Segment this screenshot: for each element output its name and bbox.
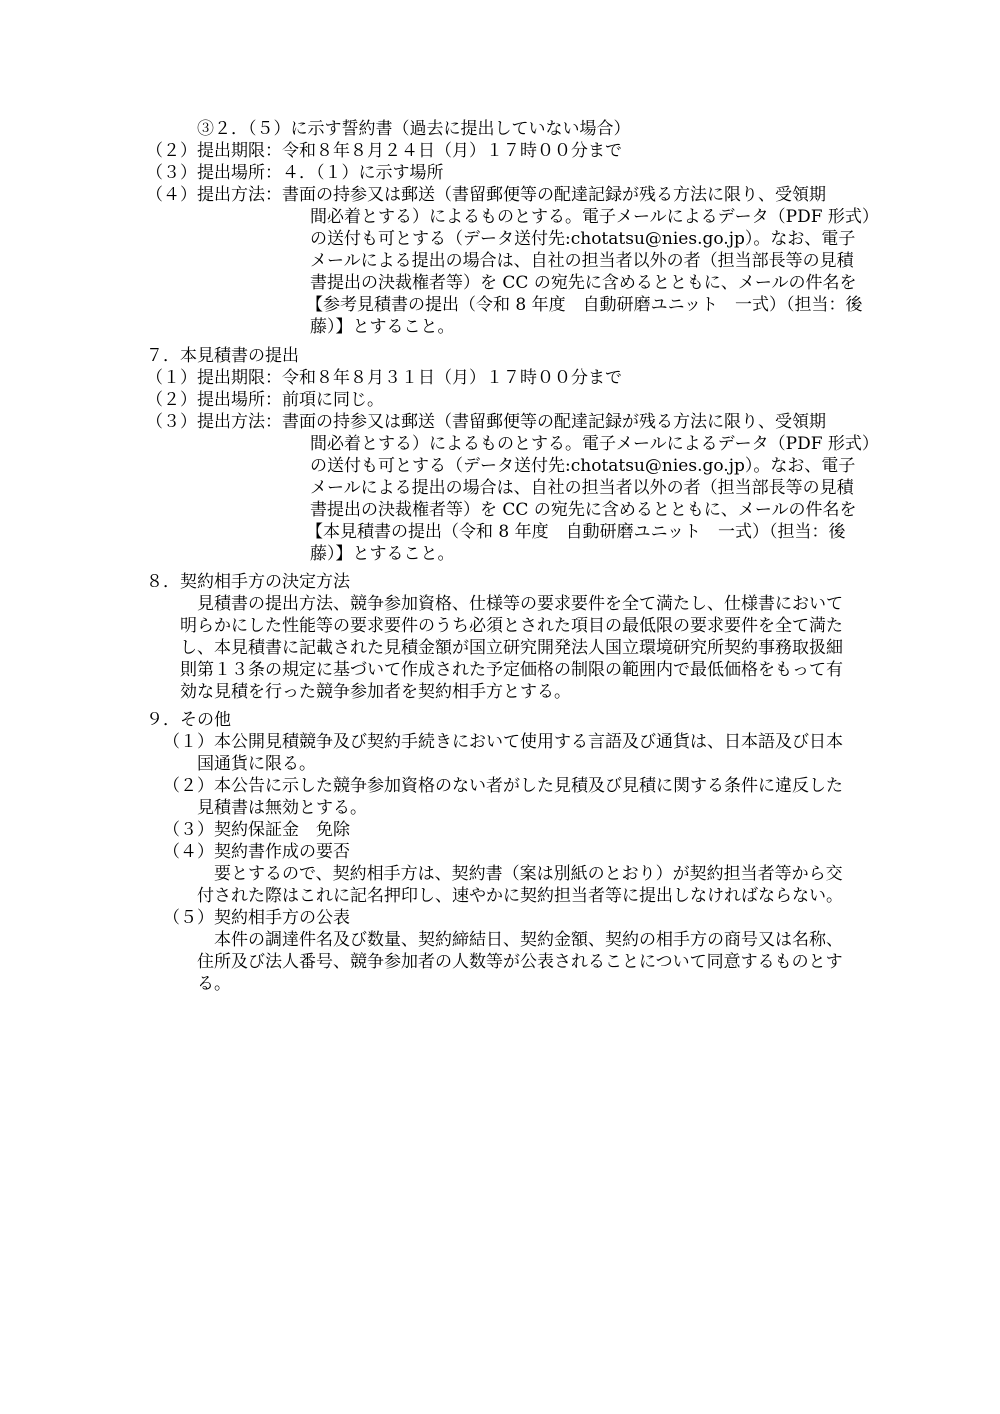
section-7-heading: ７．本見積書の提出 [146, 346, 299, 366]
final-estimate-place: （２）提出場所：前項に同じ。 [146, 390, 384, 410]
other-item-4-title: （４）契約書作成の要否 [163, 842, 350, 862]
reference-estimate-method-line: メールによる提出の場合は、自社の担当者以外の者（担当部長等の見積 [310, 251, 854, 271]
section-8-heading: ８．契約相手方の決定方法 [146, 572, 350, 592]
reference-estimate-method-line: 書提出の決裁権者等）を CC の宛先に含めるとともに、メールの件名を [310, 273, 857, 293]
decision-method-line: 則第１３条の規定に基づいて作成された予定価格の制限の範囲内で最低価格をもって有 [180, 660, 843, 680]
reference-estimate-method-line: （４）提出方法：書面の持参又は郵送（書留郵便等の配達記録が残る方法に限り、受領期 [146, 185, 826, 205]
decision-method-line: 効な見積を行った競争参加者を契約相手方とする。 [180, 682, 571, 702]
other-item-5-body: る。 [197, 974, 231, 994]
decision-method-line: し、本見積書に記載された見積金額が国立研究開発法人国立環境研究所契約事務取扱細 [180, 638, 843, 658]
other-item-4-body: 付された際はこれに記名押印し、速やかに契約担当者等に提出しなければならない。 [197, 886, 843, 906]
submission-doc-item-3: ③２．（５）に示す誓約書（過去に提出していない場合） [197, 119, 631, 139]
decision-method-line: 見積書の提出方法、競争参加資格、仕様等の要求要件を全て満たし、仕様書において [197, 594, 843, 614]
other-item-4-body: 要とするので、契約相手方は、契約書（案は別紙のとおり）が契約担当者等から交 [214, 864, 843, 884]
decision-method-line: 明らかにした性能等の要求要件のうち必須とされた項目の最低限の要求要件を全て満た [180, 616, 843, 636]
final-estimate-method-line: 書提出の決裁権者等）を CC の宛先に含めるとともに、メールの件名を [310, 500, 857, 520]
other-item-2: （２）本公告に示した競争参加資格のない者がした見積及び見積に関する条件に違反した [163, 776, 843, 796]
reference-estimate-deadline: （２）提出期限：令和８年８月２４日（月）１７時００分まで [146, 141, 622, 161]
other-item-5-title: （５）契約相手方の公表 [163, 908, 350, 928]
other-item-2-cont: 見積書は無効とする。 [197, 798, 367, 818]
section-9-heading: ９．その他 [146, 710, 231, 730]
final-estimate-method-line: 【本見積書の提出（令和 8 年度 自動研磨ユニット 一式）（担当：後 [306, 522, 846, 542]
reference-estimate-method-line: の送付も可とする（データ送付先:chotatsu@nies.go.jp）。なお、電子 [310, 229, 856, 249]
other-item-1: （１）本公開見積競争及び契約手続きにおいて使用する言語及び通貨は、日本語及び日本 [163, 732, 843, 752]
reference-estimate-method-line: 藤）】とすること。 [310, 317, 455, 337]
reference-estimate-method-line: 間必着とする）によるものとする。電子メールによるデータ（PDF 形式） [310, 207, 879, 227]
final-estimate-method-line: メールによる提出の場合は、自社の担当者以外の者（担当部長等の見積 [310, 478, 854, 498]
other-item-5-body: 本件の調達件名及び数量、契約締結日、契約金額、契約の相手方の商号又は名称、 [214, 930, 843, 950]
final-estimate-deadline: （１）提出期限：令和８年８月３１日（月）１７時００分まで [146, 368, 622, 388]
other-item-3: （３）契約保証金 免除 [163, 820, 350, 840]
final-estimate-method-line: 間必着とする）によるものとする。電子メールによるデータ（PDF 形式） [310, 434, 879, 454]
other-item-5-body: 住所及び法人番号、競争参加者の人数等が公表されることについて同意するものとす [197, 952, 843, 972]
reference-estimate-place: （３）提出場所：４．（１）に示す場所 [146, 163, 444, 183]
final-estimate-method-line: （３）提出方法：書面の持参又は郵送（書留郵便等の配達記録が残る方法に限り、受領期 [146, 412, 826, 432]
final-estimate-method-line: の送付も可とする（データ送付先:chotatsu@nies.go.jp）。なお、電子 [310, 456, 856, 476]
other-item-1-cont: 国通貨に限る。 [197, 754, 316, 774]
reference-estimate-method-line: 【参考見積書の提出（令和 8 年度 自動研磨ユニット 一式）（担当：後 [306, 295, 863, 315]
final-estimate-method-line: 藤）】とすること。 [310, 544, 455, 564]
